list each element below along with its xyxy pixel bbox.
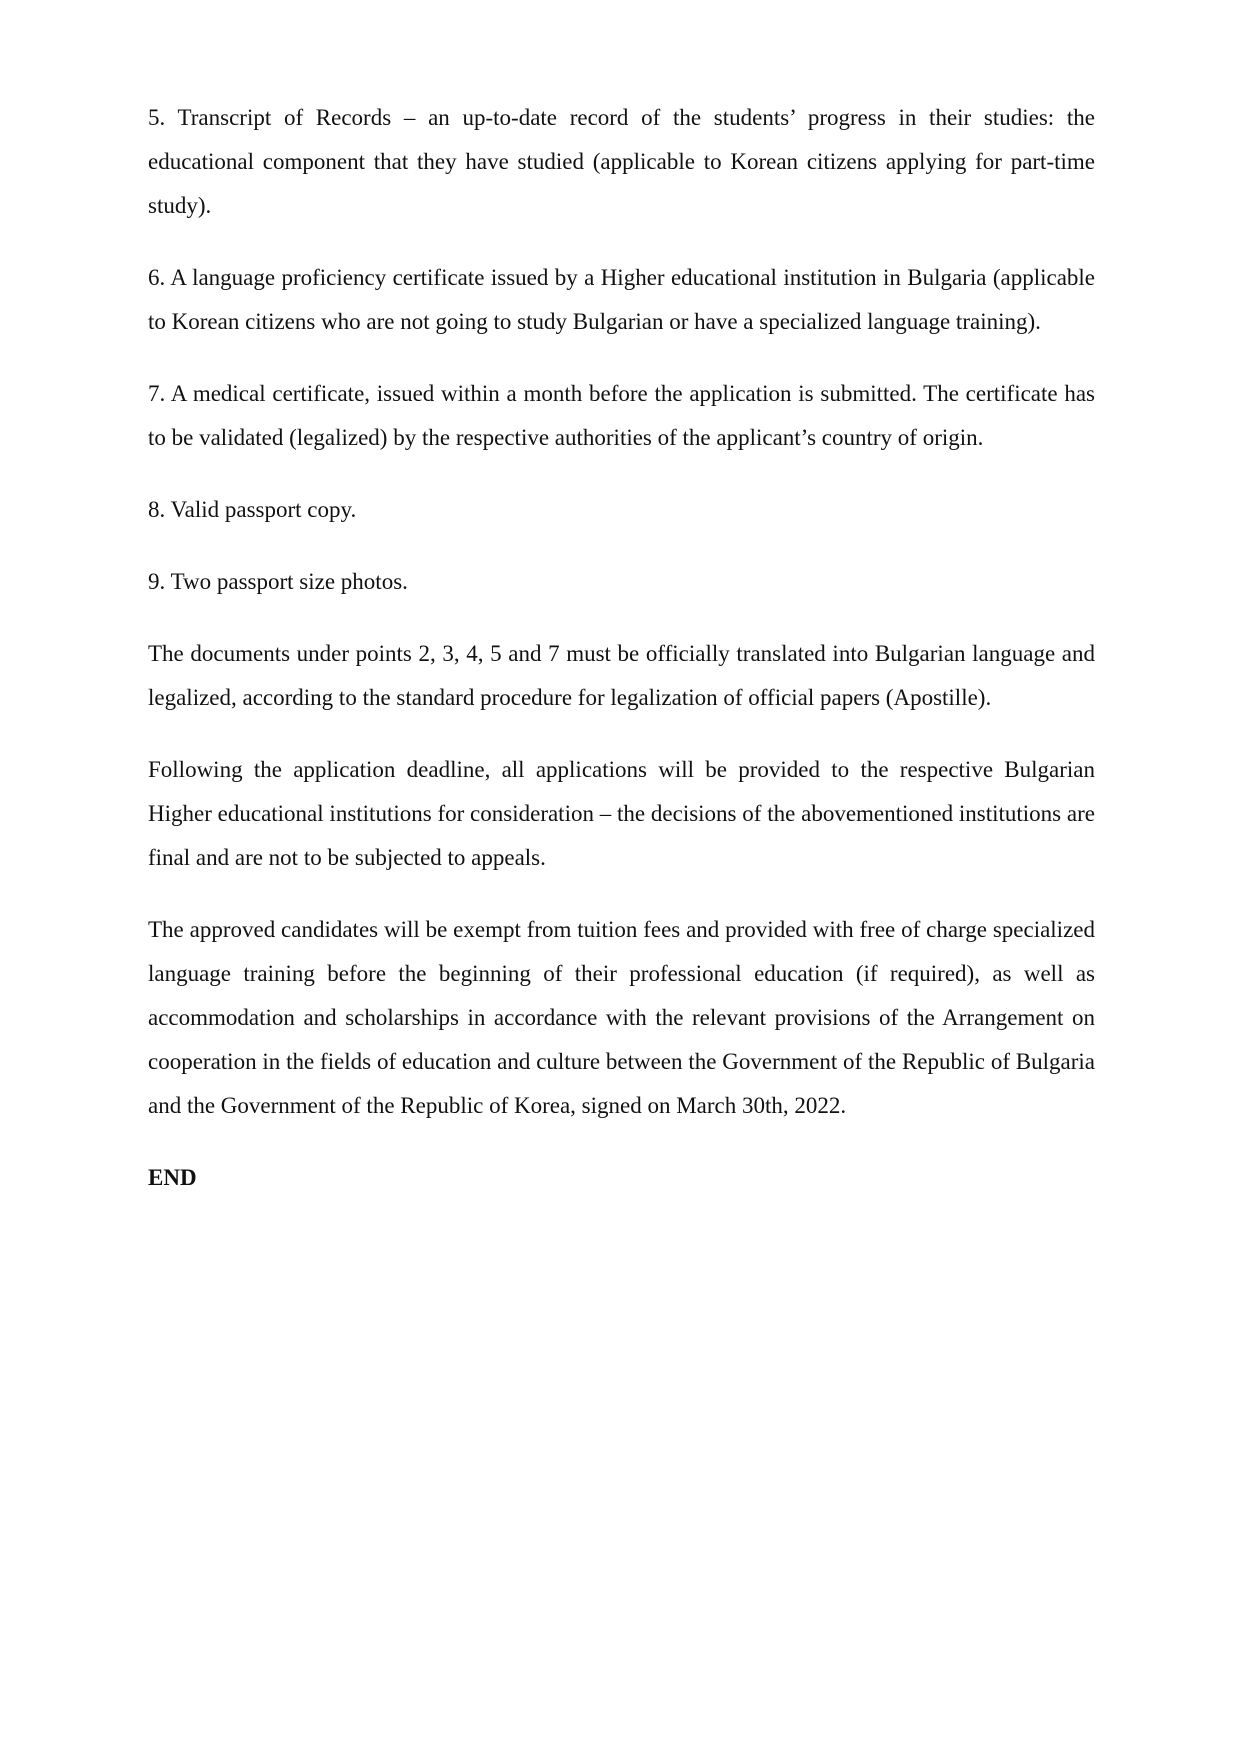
list-item-7: 7. A medical certificate, issued within a month before the application is submitted. The certificate has to be validated (legalized) by the respective authorities of the applicant’s country of origin. [148, 381, 1095, 450]
list-item-8: 8. Valid passport copy. [148, 497, 357, 522]
translation-requirement-paragraph: The documents under points 2, 3, 4, 5 and 7 must be officially translated into Bulgarian language and legalized, according to the standard procedure for legalization of official papers (Apostille). [148, 641, 1095, 710]
document-page [148, 96, 1095, 1228]
list-item-5: 5. Transcript of Records – an up-to-date record of the students’ progress in their studies: the educational component that they have studied (applicable to Korean citizens applying for part-time study). [148, 105, 1095, 218]
list-item-9: 9. Two passport size photos. [148, 569, 408, 594]
end-marker: END [148, 1165, 197, 1190]
application-review-paragraph: Following the application deadline, all applications will be provided to the respective Bulgarian Higher educational institutions for consideration – the decisions of the abovementioned institutions are final and are not to be subjected to appeals. [148, 757, 1095, 870]
list-item-6: 6. A language proficiency certificate issued by a Higher educational institution in Bulgaria (applicable to Korean citizens who are not going to study Bulgarian or have a specialized language training). [148, 265, 1095, 334]
approved-candidates-paragraph: The approved candidates will be exempt from tuition fees and provided with free of charge specialized language training before the beginning of their professional education (if required), as well as accommodation and scholarships in accordance with the relevant provisions of the Arrangement on cooperation in the fields of education and culture between the Government of the Republic of Bulgaria and the Government of the Republic of Korea, signed on March 30th, 2022. [148, 917, 1095, 1118]
